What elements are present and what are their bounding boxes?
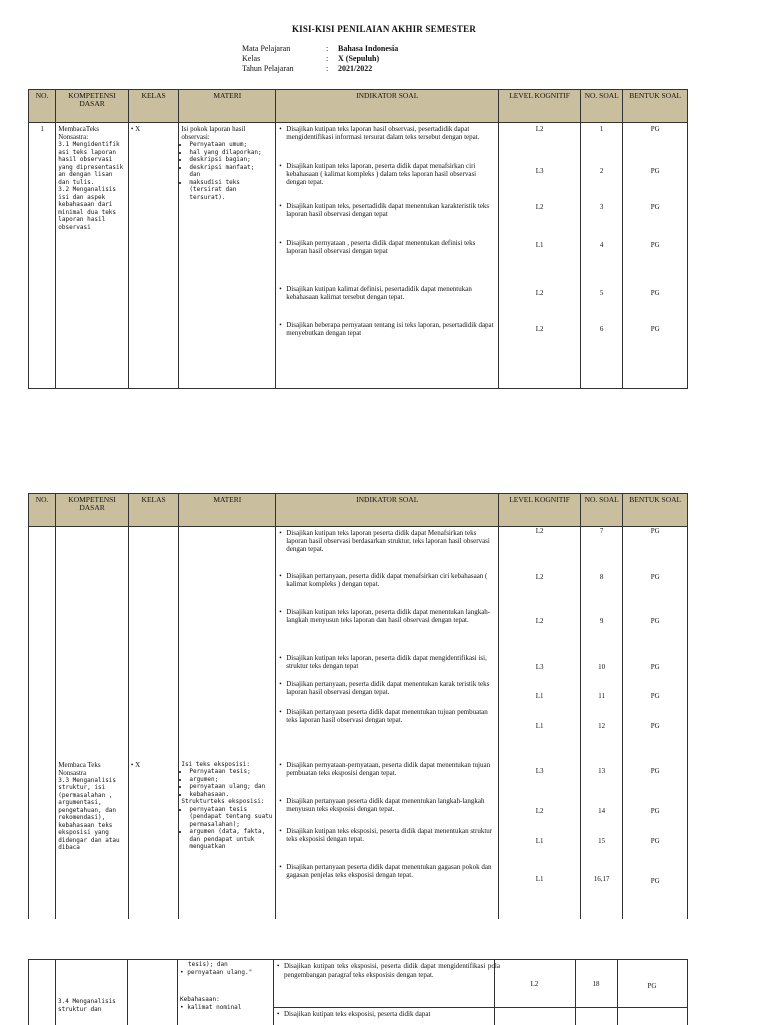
- row-number: [29, 759, 56, 919]
- level-value: L2: [530, 980, 539, 988]
- header-indikator: INDIKATOR SOAL: [276, 90, 499, 123]
- list-item: • hal yang dilaporkan;: [189, 149, 273, 157]
- level-value: L1: [535, 692, 544, 700]
- meta-value: 2021/2022: [338, 64, 373, 73]
- kelas-cell: [128, 527, 178, 759]
- soal-number: 11: [598, 692, 606, 700]
- soal-number: 12: [598, 722, 606, 730]
- kd-3-2: 3.2 Menganalisis isi dan aspek kebahasaan dari minimal dua teks laporan hasil observasi: [58, 186, 117, 231]
- header-no: NO.: [29, 90, 56, 123]
- level-value: L2: [535, 617, 544, 625]
- indikator-item: • Disajikan pertanyaan, peserta didik dapat menafsirkan ciri kebahasaan ( kalimat kompleks ) dengan tepat.: [278, 572, 496, 608]
- table-header-row: [29, 494, 688, 527]
- indikator-cell: [276, 527, 499, 759]
- bentuk-value: PG: [650, 766, 660, 775]
- kompetensi-cell: [56, 527, 129, 759]
- header-kelas: KELAS: [128, 494, 178, 527]
- soal-number: 1: [599, 125, 604, 133]
- level-value: L2: [535, 573, 544, 581]
- indikator-item: • Disajikan pernyataan-pernyataan, peserta didik dapat menentukan tujuan pembuatan teks eksposisi dengan tepat.: [278, 761, 496, 797]
- level-value: L1: [535, 722, 544, 730]
- meta-colon: :: [326, 64, 329, 73]
- level-value: L3: [535, 663, 544, 671]
- bentuk-value: PG: [650, 325, 660, 333]
- bentuk-cell: [623, 527, 688, 759]
- materi-list: [181, 141, 273, 201]
- indikator-item: • Disajikan kutipan kalimat definisi, pesertadidik dapat menentukan kebahasaan kalimat tersebut dengan tepat.: [278, 285, 496, 321]
- header-no-soal: NO. SOAL: [580, 494, 622, 527]
- bentuk-value: PG: [647, 982, 657, 990]
- bentuk-cell: [623, 759, 688, 919]
- indikator-item: • Disajikan kutipan teks laporan peserta didik dapat Menafsirkan teks laporan hasil observasi berdasarkan struktur, teks laporan hasil observasi dengan tepat.: [278, 529, 496, 572]
- soal-number: 10: [598, 663, 606, 671]
- list-item: • Pernyataan umum;: [189, 141, 273, 149]
- table-header-row: [29, 90, 688, 123]
- indikator-item: • Disajikan pertanyaan, peserta didik dapat menentukan karak teristik teks laporan hasil observasi dengan tepat.: [278, 680, 496, 708]
- bentuk-value: PG: [650, 573, 660, 581]
- header-no: NO.: [29, 494, 56, 527]
- soal-number: 6: [599, 325, 604, 333]
- header-kelas: KELAS: [128, 90, 178, 123]
- soal-number: 9: [599, 617, 604, 625]
- level-value: L3: [535, 167, 544, 175]
- materi-continued: [180, 961, 270, 1011]
- bentuk-value: PG: [650, 617, 660, 625]
- soal-number: 4: [599, 241, 604, 249]
- header-materi: MATERI: [179, 494, 276, 527]
- meta-key: Kelas: [242, 54, 261, 63]
- level-value: L1: [535, 874, 544, 883]
- soal-number: 5: [599, 289, 604, 297]
- bentuk-value: PG: [650, 289, 660, 297]
- indikator-item: • Disajikan pertanyaan peserta didik dapat menentukan tujuan pembuatan teks laporan hasil observasi dengan tepat.: [278, 708, 496, 724]
- materi-cell: [179, 759, 276, 919]
- header-kompetensi: KOMPETENSI DASAR: [56, 90, 129, 123]
- indikator-cell: [276, 123, 499, 389]
- header-materi: MATERI: [179, 90, 276, 123]
- header-level: LEVEL KOGNITIF: [499, 90, 581, 123]
- materi-heading: Isi pokok laporan hasil observasi:: [181, 125, 246, 141]
- list-item: • deskripsi bagian;: [189, 156, 273, 164]
- kd-3-1: 3.1 Mengidentifik asi teks laporan hasil observasi yang dipresentasik an dengan lisan dan tulis.: [58, 141, 124, 186]
- row-number: [29, 527, 56, 759]
- kompetensi-cell: [56, 123, 129, 389]
- indikator-item: • Disajikan kutipan teks laporan hasil observasi, pesertadidik dapat mengidentifikasi informasi tersurat dalam teks tersebut dengan tepat.: [278, 125, 496, 162]
- soal-number: 15: [598, 836, 606, 845]
- bentuk-value: PG: [650, 876, 660, 885]
- level-value: L2: [535, 289, 544, 297]
- level-value: L2: [535, 527, 544, 535]
- header-indikator: INDIKATOR SOAL: [276, 494, 499, 527]
- materi-line: • kalimat nominal: [180, 1003, 242, 1011]
- meta-key: Tahun Pelajaran: [242, 64, 294, 73]
- table-row: [29, 123, 688, 389]
- materi-line: • pernyataan ulang.": [180, 968, 253, 976]
- soal-number: 16,17: [593, 874, 610, 883]
- bentuk-value: PG: [650, 167, 660, 175]
- bentuk-value: PG: [650, 663, 660, 671]
- row-number: 1: [29, 123, 56, 389]
- bentuk-cell: [623, 123, 688, 389]
- meta-value: Bahasa Indonesia: [338, 44, 399, 53]
- indikator-item: • Disajikan kutipan teks laporan, peserta didik dapat menafsirkan ciri kebahasaan ( kalimat kompleks ) dalam teks laporan hasil observasi dengan tepat.: [278, 162, 496, 202]
- soal-number: 18: [592, 980, 600, 988]
- document-title: KISI-KISI PENILAIAN AKHIR SEMESTER: [291, 24, 477, 34]
- soal-number: 14: [598, 806, 606, 815]
- indikator-item: • Disajikan kutipan teks laporan, peserta didik dapat menentukan langkah-langkah menyusun teks laporan dan hasil observasi dengan tepat.: [278, 608, 496, 654]
- no-soal-cell: [580, 527, 622, 759]
- bentuk-value: PG: [650, 527, 660, 535]
- indikator-item: • Disajikan kutipan teks, pesertadidik dapat menentukan karakteristik teks laporan hasil observasi dengan tepat: [278, 202, 496, 239]
- header-no-soal: NO. SOAL: [580, 90, 622, 123]
- table-row: [29, 527, 688, 759]
- kompetensi-cell: [56, 759, 129, 919]
- meta-row-class: [242, 54, 398, 64]
- level-value: L3: [535, 766, 544, 775]
- meta-row-year: [242, 64, 398, 74]
- meta-colon: :: [326, 44, 329, 53]
- bentuk-value: PG: [650, 836, 660, 845]
- materi-struktur-heading: Strukturteks eksposisi:: [181, 798, 265, 805]
- no-soal-cell: [580, 759, 622, 919]
- soal-number: 7: [599, 527, 604, 535]
- indikator-item: • Disajikan kutipan teks laporan, peserta didik dapat mengidentifikasi isi, struktur teks dengan tepat: [278, 654, 496, 680]
- meta-colon: :: [326, 54, 329, 63]
- kd-heading: Membaca Teks Nonsastra: [58, 760, 101, 777]
- indikator-item: • Disajikan pernyataan , peserta didik dapat menentukan definisi teks laporan hasil observasi dengan tepat: [278, 239, 496, 285]
- indikator-item: • Disajikan kutipan teks eksposisi, peserta didik dapat menentukan struktur teks eksposisi dengan tepat.: [278, 827, 496, 863]
- materi-kebahasaan: Kebahasaan:: [180, 996, 220, 1003]
- no-soal-cell: [580, 123, 622, 389]
- kisi-table-2: [28, 493, 688, 919]
- list-item: • Pernyataan tesis;: [189, 768, 273, 776]
- list-item: dan: [189, 171, 201, 178]
- kisi-table-1: [28, 89, 688, 389]
- level-value: L2: [535, 203, 544, 211]
- bentuk-value: PG: [650, 806, 660, 815]
- list-item: • maksudisi teks (tersirat dan tersurat).: [189, 179, 273, 202]
- level-cell: [499, 527, 581, 759]
- indikator-cell: [276, 759, 499, 919]
- bentuk-value: PG: [650, 692, 660, 700]
- materi-cell: [179, 123, 276, 389]
- materi-line: tesis); dan: [188, 961, 228, 968]
- bentuk-value: PG: [650, 203, 660, 211]
- soal-number: 2: [599, 167, 604, 175]
- indikator-item: • Disajikan pertanyaan peserta didik dapat menentukan langkah-langkah menyusun teks eksposisi dengan tepat.: [278, 797, 496, 827]
- level-value: L2: [535, 806, 544, 815]
- header-bentuk: BENTUK SOAL: [623, 494, 688, 527]
- list-item: • pernyataan ulang; dan: [189, 783, 273, 791]
- materi-list: [181, 806, 273, 851]
- bentuk-value: PG: [650, 125, 660, 133]
- soal-number: 3: [599, 203, 604, 211]
- materi-list: [181, 768, 273, 798]
- list-item: • deskripsi manfaat;: [189, 164, 273, 172]
- soal-number: 8: [599, 573, 604, 581]
- kd-3-4: 3.4 Menganalisis struktur dan: [58, 998, 116, 1013]
- meta-value: X (Sepuluh): [338, 54, 380, 63]
- kelas-cell: • X: [128, 759, 178, 919]
- indikator-item: • Disajikan kutipan teks eksposisi, peserta didik dapat mengidentifikasi pola pengembangan paragraf teks eksposisis dengan tepat.: [276, 962, 500, 979]
- indikator-item: • Disajikan kutipan teks eksposisi, peserta didik dapat: [276, 1010, 500, 1019]
- header-kompetensi: KOMPETENSI DASAR: [56, 494, 129, 527]
- list-item: • pernyataan tesis (pendapat tentang suatu permasalahan);: [189, 806, 273, 829]
- kd-heading: MembacaTeks Nonsastra:: [58, 125, 99, 141]
- indikator-item: • Disajikan pertanyaan peserta didik dapat menentukan gagasan pokok dan gagasan penjelas teks eksposisi dengan tepat.: [278, 863, 496, 879]
- table-row: [29, 759, 688, 919]
- level-cell: [499, 759, 581, 919]
- header-level: LEVEL KOGNITIF: [499, 494, 581, 527]
- list-item: • kebahasaan.: [189, 791, 273, 799]
- document-meta: [242, 44, 398, 74]
- soal-number: 13: [598, 766, 606, 775]
- bentuk-value: PG: [650, 722, 660, 730]
- kd-3-3: 3.3 Menganalisis struktur, isi (permasalahan , argumentasi, pengetahuan, dan rekomendasi), kebahasaan teks eksposisi yang didengar dan atau dibaca: [58, 776, 120, 851]
- meta-key: Mata Pelajaran: [242, 44, 291, 53]
- level-cell: [499, 123, 581, 389]
- bentuk-value: PG: [650, 241, 660, 249]
- indikator-item: • Disajikan beberapa pernyataan tentang isi teks laporan, pesertadidik dapat menyebutkan dengan tepat: [278, 321, 496, 337]
- kelas-cell: • X: [128, 123, 178, 389]
- header-bentuk: BENTUK SOAL: [623, 90, 688, 123]
- kisi-table-3-fragment: [28, 959, 688, 1025]
- list-item: • argumen (data, fakta, dan pendapat untuk menguatkan: [189, 828, 273, 851]
- list-item: • argumen;: [189, 776, 273, 784]
- meta-row-subject: [242, 44, 398, 54]
- level-value: L1: [535, 836, 544, 845]
- level-value: L2: [535, 325, 544, 333]
- level-value: L2: [535, 125, 544, 133]
- materi-cell: [179, 527, 276, 759]
- level-value: L1: [535, 241, 544, 249]
- materi-heading: Isi teks eksposisi:: [181, 760, 250, 768]
